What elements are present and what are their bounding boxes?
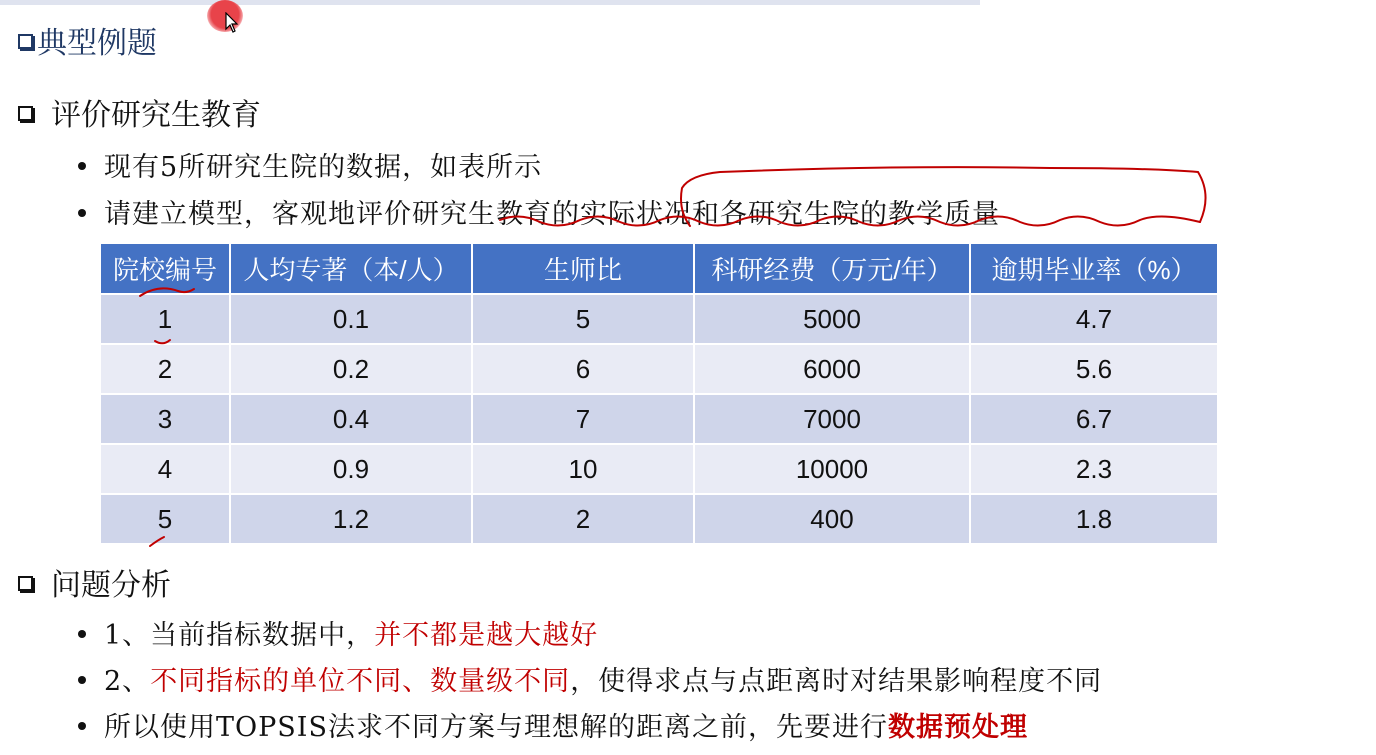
bullet-data-intro xyxy=(78,145,542,184)
header-school-id: 院校编号 xyxy=(100,243,230,294)
table-row xyxy=(100,444,1218,494)
checkbox-bullet-icon xyxy=(18,34,33,49)
section-heading-evaluation xyxy=(18,90,261,134)
bullet-analysis-3 xyxy=(78,705,1028,744)
bullet-text: 请建立模型，客观地评价研究生教育的实际状况和各研究生院的教学质量 xyxy=(104,199,1000,230)
table-row xyxy=(100,344,1218,394)
section-heading-text: 评价研究生教育 xyxy=(51,98,261,133)
section-heading-text: 问题分析 xyxy=(51,568,171,603)
table-cell: 6000 xyxy=(694,344,970,394)
slide-title-text: 典型例题 xyxy=(37,26,157,61)
table-row xyxy=(100,494,1218,544)
checkbox-bullet-icon xyxy=(18,106,33,121)
table-cell: 400 xyxy=(694,494,970,544)
bullet-analysis-2 xyxy=(78,659,1102,698)
table-header-row xyxy=(100,243,1218,294)
table-cell: 4 xyxy=(100,444,230,494)
checkbox-bullet-icon xyxy=(18,576,33,591)
table-cell: 3 xyxy=(100,394,230,444)
bullet-dot-icon xyxy=(78,630,86,638)
table-cell: 7000 xyxy=(694,394,970,444)
table-cell: 2 xyxy=(100,344,230,394)
table-cell: 5 xyxy=(472,294,694,344)
table-cell: 5 xyxy=(100,494,230,544)
table-cell: 6.7 xyxy=(970,394,1218,444)
bullet-task xyxy=(78,192,1000,231)
table-cell: 0.4 xyxy=(230,394,472,444)
table-cell: 2 xyxy=(472,494,694,544)
table-cell: 0.2 xyxy=(230,344,472,394)
bullet-text: 所以使用TOPSIS法求不同方案与理想解的距离之前，先要进行 xyxy=(104,712,888,743)
header-monographs: 人均专著（本/人） xyxy=(230,243,472,294)
table-cell: 1.8 xyxy=(970,494,1218,544)
table-cell: 6 xyxy=(472,344,694,394)
header-overdue-rate: 逾期毕业率（%） xyxy=(970,243,1218,294)
bullet-text: 现有5所研究生院的数据，如表所示 xyxy=(104,152,543,183)
bullet-dot-icon xyxy=(78,209,86,217)
table-cell: 1.2 xyxy=(230,494,472,544)
slide-title xyxy=(18,18,157,62)
table-cell: 5000 xyxy=(694,294,970,344)
top-strip xyxy=(0,0,980,5)
table-cell: 10000 xyxy=(694,444,970,494)
bullet-dot-icon xyxy=(78,722,86,730)
table-cell: 0.1 xyxy=(230,294,472,344)
header-research-funding: 科研经费（万元/年） xyxy=(694,243,970,294)
bullet-text: 1、当前指标数据中， xyxy=(104,620,375,651)
table-row xyxy=(100,294,1218,344)
highlight-text: 并不都是越大越好 xyxy=(374,620,599,651)
table-row xyxy=(100,394,1218,444)
data-table xyxy=(99,242,1219,545)
bullet-analysis-1 xyxy=(78,613,598,652)
highlight-text: 不同指标的单位不同、数量级不同 xyxy=(150,666,571,697)
table-cell: 4.7 xyxy=(970,294,1218,344)
table-cell: 2.3 xyxy=(970,444,1218,494)
header-student-teacher-ratio: 生师比 xyxy=(472,243,694,294)
mouse-cursor-icon xyxy=(225,12,239,34)
table-cell: 1 xyxy=(100,294,230,344)
bullet-dot-icon xyxy=(78,676,86,684)
bullet-text: 2、 xyxy=(104,666,151,697)
highlight-text: 数据预处理 xyxy=(887,712,1028,743)
bullet-text: ，使得求点与点距离时对结果影响程度不同 xyxy=(570,666,1103,697)
table-cell: 7 xyxy=(472,394,694,444)
table-cell: 10 xyxy=(472,444,694,494)
table-cell: 0.9 xyxy=(230,444,472,494)
bullet-dot-icon xyxy=(78,162,86,170)
table-cell: 5.6 xyxy=(970,344,1218,394)
section-heading-analysis xyxy=(18,560,171,604)
